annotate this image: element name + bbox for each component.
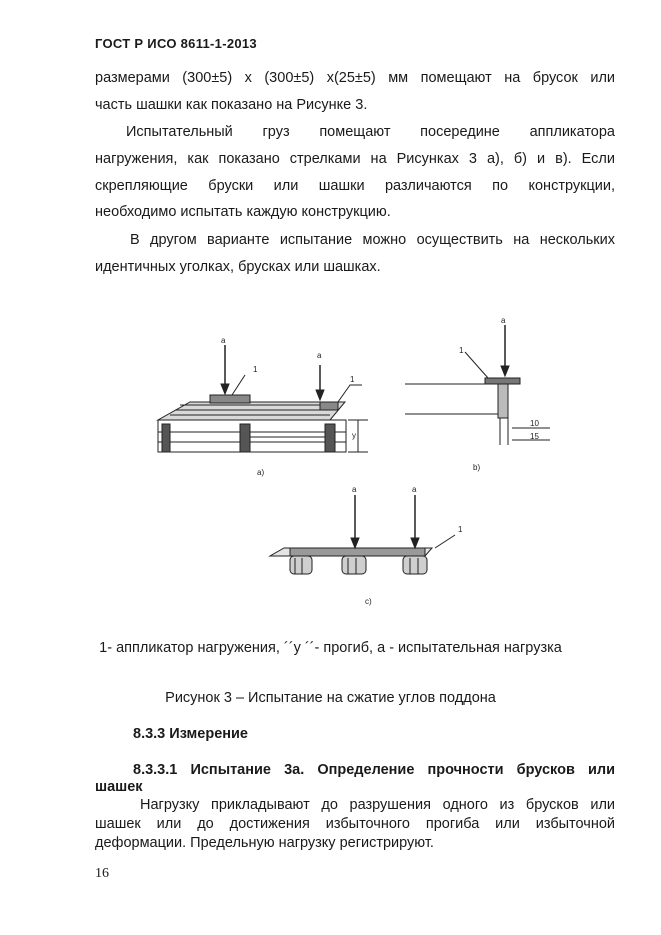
paragraph-line: Нагрузку прикладывают до разрушения одного из брусков или xyxy=(140,797,615,813)
callout-1-c: 1 xyxy=(458,525,463,534)
callout-1-b: 1 xyxy=(459,346,464,355)
arrow-label-c1: a xyxy=(352,485,357,494)
paragraph-line: шашек или до достижения избыточного прогиба или избыточной xyxy=(95,816,615,832)
dim-10: 10 xyxy=(530,419,539,428)
callout-1-a2: 1 xyxy=(350,375,355,384)
pallet-a-drawing xyxy=(158,345,368,452)
section-heading-833: 8.3.3 Измерение xyxy=(133,726,248,742)
arrow-label-b: a xyxy=(501,316,506,325)
paragraph-line: скрепляющие бруски или шашки различаются по конструкции, xyxy=(95,178,615,194)
paragraph-line: идентичных уголках, брусках или шашках. xyxy=(95,259,381,275)
beam-b-drawing xyxy=(405,325,550,445)
paragraph-line: В другом варианте испытание можно осуществить на нескольких xyxy=(130,232,615,248)
figure-legend: 1- аппликатор нагружения, ´´у ´´- прогиб, а - испытательная нагрузка xyxy=(99,640,562,656)
paragraph-line: деформации. Предельную нагрузку регистрируют. xyxy=(95,835,434,851)
figure-label-a: a) xyxy=(257,468,265,477)
section-heading-8331-cont: шашек xyxy=(95,779,143,795)
paragraph-line: размерами (300±5) х (300±5) х(25±5) мм помещают на брусок или xyxy=(95,70,615,86)
callout-1-a: 1 xyxy=(253,365,258,374)
paragraph-line: часть шашки как показано на Рисунке 3. xyxy=(95,97,368,113)
document-header: ГОСТ Р ИСО 8611-1-2013 xyxy=(95,36,257,51)
figure-label-b: b) xyxy=(473,463,481,472)
figure-label-c: c) xyxy=(365,597,372,606)
arrow-label-c2: a xyxy=(412,485,417,494)
section-heading-8331: 8.3.3.1 Испытание 3а. Определение прочности брусков или xyxy=(133,762,615,778)
figure-caption: Рисунок 3 – Испытание на сжатие углов поддона xyxy=(165,690,496,706)
deflection-label: y xyxy=(352,431,356,440)
arrow-label-a2: a xyxy=(317,351,322,360)
dim-15: 15 xyxy=(530,432,539,441)
pallet-c-drawing xyxy=(270,495,455,574)
paragraph-line: нагружения, как показано стрелками на Рисунках 3 а), б) и в). Если xyxy=(95,151,615,167)
paragraph-line: Испытательный груз помещают посередине аппликатора xyxy=(126,124,615,140)
page-number: 16 xyxy=(95,866,109,881)
paragraph-line: необходимо испытать каждую конструкцию. xyxy=(95,204,391,220)
arrow-label-a1: a xyxy=(221,336,226,345)
